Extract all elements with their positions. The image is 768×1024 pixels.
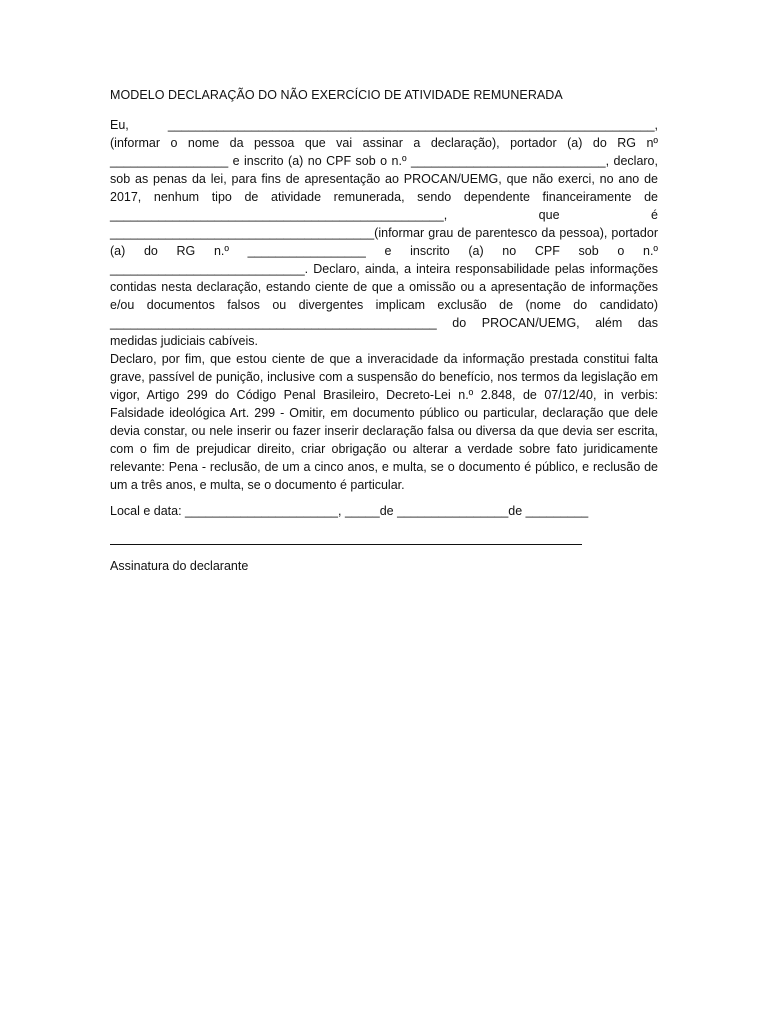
document-title: MODELO DECLARAÇÃO DO NÃO EXERCÍCIO DE ATIVIDADE REMUNERADA [110,88,563,102]
signature-line [110,544,582,545]
declaration-paragraph-1: Eu, ______________________________________________________________________, (informar o nome da pessoa que vai assinar a declaração), portador (a) do RG nº _________________ e inscrito (a) no CPF sob o n.º ____________________________, declaro, sob as penas da lei, para fins de apresentação ao PROCAN/UEMG, que não exerci, no ano de 2017, nenhum tipo de atividade remunerada, sendo dependente financeiramente de ________________________________________________, que é ______________________________________(informar grau de parentesco da pessoa), portador (a) do RG n.º _________________ e inscrito (a) no CPF sob o n.º ____________________________. Declaro, ainda, a inteira responsabilidade pelas informações contidas nesta declaração, estando ciente de que a omissão ou a apresentação de informações e/ou documentos falsos ou divergentes implicam exclusão de (nome do candidato) _______________________________________________ do PROCAN/UEMG, além das medidas judiciais cabíveis. [110,118,658,348]
declaration-paragraph-2: Declaro, por fim, que estou ciente de que a inveracidade da informação prestada constitui falta grave, passível de punição, inclusive com a suspensão do benefício, nos termos da legislação em vigor, Artigo 299 do Código Penal Brasileiro, Decreto-Lei n.º 2.848, de 07/12/40, in verbis: Falsidade ideológica Art. 299 - Omitir, em documento público ou particular, declaração que dele devia constar, ou nele inserir ou fazer inserir declaração falsa ou diversa da que devia ser escrita, com o fim de prejudicar direito, criar obrigação ou alterar a verdade sobre fato juridicamente relevante: Pena - reclusão, de um a cinco anos, e multa, se o documento é público, e reclusão de um a três anos, e multa, se o documento é particular. [110,352,658,492]
signature-label: Assinatura do declarante [110,559,249,573]
location-date-line: Local e data: ______________________, _____de ________________de _________ [110,504,589,518]
